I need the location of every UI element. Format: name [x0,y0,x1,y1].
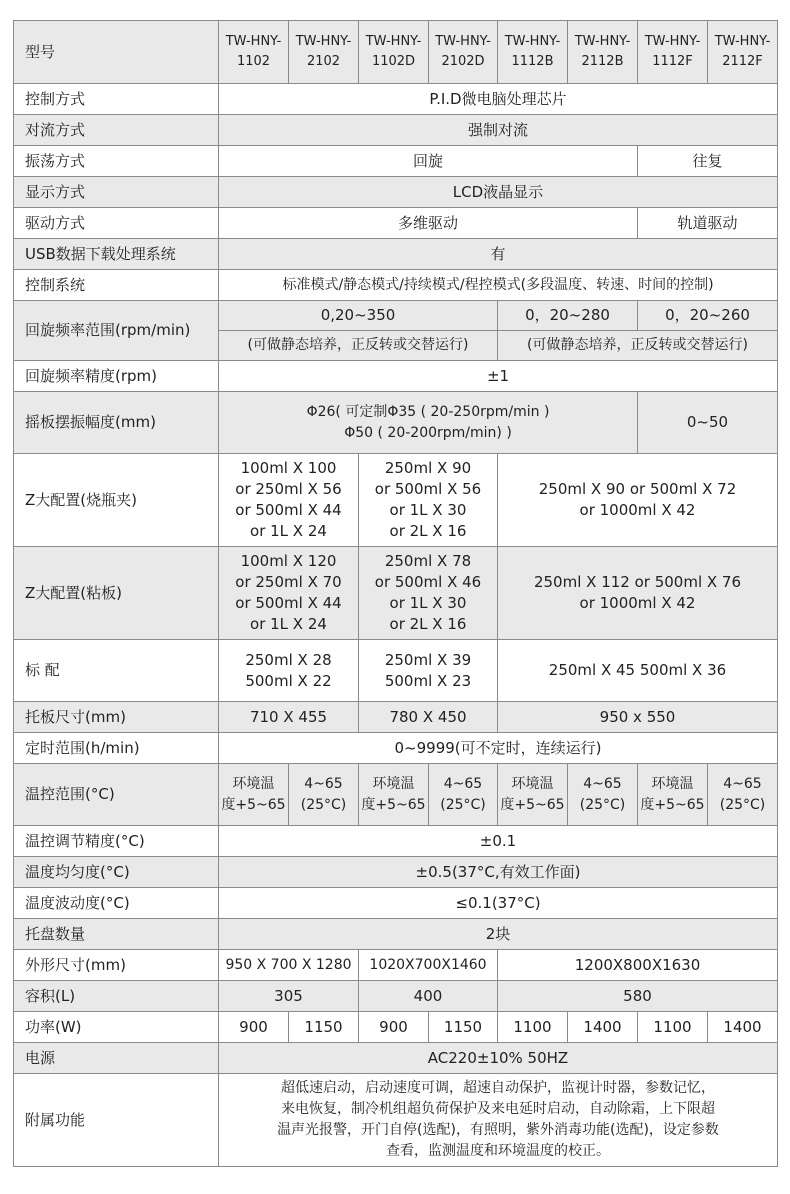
model-cell: TW-HNY-2112B [568,21,638,84]
row-drive [14,208,778,239]
value-cell [359,640,498,702]
value-cell: 1150 [289,1012,359,1043]
value-line: 度+5~65 [500,796,565,813]
value-line: or 1L X 24 [250,522,327,540]
value-cell: 1400 [708,1012,778,1043]
value-line: 250ml X 39 [384,650,472,669]
row-label: 型号 [14,21,219,84]
row-convection [14,115,778,146]
row-label: 附属功能 [14,1074,219,1167]
row-dimensions [14,950,778,981]
value-cell [219,1074,778,1167]
row-label: 摇板摆振幅度(mm) [14,392,219,454]
row-temp-uniformity [14,857,778,888]
value-cell: 250ml X 45 500ml X 36 [498,640,778,702]
value-line: 来电恢复，制冷机组超负荷保护及来电延时启动，自动除霜，上下限超 [281,1101,715,1117]
value-line: (25°C) [440,796,486,813]
row-label: 控制系统 [14,270,219,301]
row-tray-size [14,702,778,733]
value-cell: 轨道驱动 [638,208,778,239]
value-cell: (可做静态培养，正反转或交替运行) [498,331,778,361]
value-line: 度+5~65 [221,796,286,813]
row-label: 外形尺寸(mm) [14,950,219,981]
value-line: 250ml X 90 [384,459,472,477]
value-cell: 1100 [638,1012,708,1043]
value-cell [289,764,359,826]
value-line: or 500ml X 44 [235,501,342,519]
value-cell: 强制对流 [219,115,778,146]
row-volume [14,981,778,1012]
value-line: Φ50 ( 20-200rpm/min) ) [344,424,512,441]
model-cell: TW-HNY-2112F [708,21,778,84]
value-cell: (可做静态培养，正反转或交替运行) [219,331,498,361]
value-cell [708,764,778,826]
value-cell: 0~50 [638,392,778,454]
value-line: or 250ml X 56 [235,480,342,498]
value-cell: P.I.D微电脑处理芯片 [219,84,778,115]
spec-table [13,20,778,1167]
row-label: 回旋频率精度(rpm) [14,361,219,392]
row-label: 对流方式 [14,115,219,146]
value-cell: 1100 [498,1012,568,1043]
row-display [14,177,778,208]
value-cell: 1200X800X1630 [498,950,778,981]
value-line: 4~65 [723,775,762,792]
row-supply [14,1043,778,1074]
value-cell: 0~9999(可不定时，连续运行) [219,733,778,764]
value-line: 250ml X 28 [245,650,332,669]
value-cell [498,454,778,547]
value-cell: ±0.1 [219,826,778,857]
value-cell [359,454,498,547]
value-line: Φ26( 可定制Φ35 ( 20-250rpm/min ) [306,403,550,420]
value-cell [568,764,638,826]
value-cell: 900 [359,1012,429,1043]
row-max-sticky [14,547,778,640]
value-line: or 1L X 30 [389,594,467,612]
value-line: or 250ml X 70 [235,573,342,591]
row-label: 控制方式 [14,84,219,115]
value-line: 环境温 [651,775,694,792]
value-line: 500ml X 23 [384,671,472,690]
value-line: or 500ml X 46 [374,573,482,591]
row-label: 振荡方式 [14,146,219,177]
row-label: USB数据下载处理系统 [14,239,219,270]
model-cell: TW-HNY-1112F [638,21,708,84]
value-cell: 有 [219,239,778,270]
value-line: 查看，监测温度和环境温度的校正。 [386,1143,610,1159]
row-max-clamp [14,454,778,547]
value-cell: 0，20~260 [638,301,778,331]
value-cell [359,764,429,826]
value-line: 环境温 [232,775,275,792]
value-cell [219,640,359,702]
value-line: or 500ml X 44 [235,594,342,612]
row-label: 功率(W) [14,1012,219,1043]
value-cell [219,764,289,826]
value-line: or 2L X 16 [389,522,467,540]
value-cell: 往复 [638,146,778,177]
value-line: 温声光报警，开门自停(选配)，有照明，紫外消毒功能(选配)，设定参数 [277,1122,719,1138]
row-label: 标 配 [14,640,219,702]
value-line: 250ml X 112 or 500ml X 76 [533,573,742,591]
value-cell: 400 [359,981,498,1012]
value-cell: 1020X700X1460 [359,950,498,981]
row-label: 温控范围(°C) [14,764,219,826]
value-line: 超低速启动，启动速度可调，超速自动保护，监视计时器，参数记忆， [281,1080,715,1096]
value-line: or 1L X 30 [389,501,467,519]
model-cell: TW-HNY-2102D [429,21,498,84]
row-label: 托盘数量 [14,919,219,950]
row-oscillation [14,146,778,177]
row-speed-precision [14,361,778,392]
value-cell [359,547,498,640]
row-temp-precision [14,826,778,857]
value-line: 度+5~65 [640,796,705,813]
value-line: 4~65 [583,775,622,792]
value-cell: 780 X 450 [359,702,498,733]
row-label: 托板尺寸(mm) [14,702,219,733]
row-label: Z大配置(粘板) [14,547,219,640]
value-cell: ≤0.1(37°C) [219,888,778,919]
row-control-system [14,270,778,301]
row-label: 定时范围(h/min) [14,733,219,764]
row-label: 温控调节精度(°C) [14,826,219,857]
value-line: or 500ml X 56 [374,480,482,498]
value-cell: LCD液晶显示 [219,177,778,208]
value-line: 100ml X 100 [240,459,337,477]
value-line: or 1L X 24 [250,615,327,633]
row-timer [14,733,778,764]
value-line: 4~65 [443,775,483,792]
value-cell: 0，20~280 [498,301,638,331]
value-cell: 305 [219,981,359,1012]
model-cell: TW-HNY-1102 [219,21,289,84]
value-cell: ±1 [219,361,778,392]
row-temp-fluctuation [14,888,778,919]
value-line: or 2L X 16 [389,615,467,633]
value-line: 250ml X 78 [384,552,472,570]
value-cell: 580 [498,981,778,1012]
row-amplitude [14,392,778,454]
row-label: 驱动方式 [14,208,219,239]
value-line: (25°C) [300,796,347,813]
value-line: or 1000ml X 42 [579,501,696,519]
value-line: or 1000ml X 42 [579,594,696,612]
value-cell: AC220±10% 50HZ [219,1043,778,1074]
row-label: 温度均匀度(°C) [14,857,219,888]
value-line: 250ml X 90 or 500ml X 72 [538,480,737,498]
value-line: (25°C) [719,796,766,813]
row-label: 温度波动度(°C) [14,888,219,919]
value-cell: 2块 [219,919,778,950]
value-line: 500ml X 22 [245,671,332,690]
value-cell [638,764,708,826]
value-cell [429,764,498,826]
value-cell: 1400 [568,1012,638,1043]
row-label: 显示方式 [14,177,219,208]
value-cell: 900 [219,1012,289,1043]
value-cell: 1150 [429,1012,498,1043]
row-tray-count [14,919,778,950]
row-usb [14,239,778,270]
value-line: 度+5~65 [361,796,426,813]
row-speed-range [14,301,778,331]
row-accessories [14,1074,778,1167]
model-cell: TW-HNY-2102 [289,21,359,84]
value-cell: 950 X 700 X 1280 [219,950,359,981]
value-cell: 多维驱动 [219,208,638,239]
value-cell: 710 X 455 [219,702,359,733]
row-control-mode [14,84,778,115]
value-cell [498,547,778,640]
value-line: 4~65 [304,775,343,792]
value-cell: 950 x 550 [498,702,778,733]
row-model [14,21,778,84]
value-cell [219,547,359,640]
row-temp-range [14,764,778,826]
row-standard [14,640,778,702]
row-label: 回旋频率范围(rpm/min) [14,301,219,361]
value-cell: 回旋 [219,146,638,177]
value-line: 环境温 [511,775,554,792]
row-label: Z大配置(烧瓶夹) [14,454,219,547]
value-cell: 0,20~350 [219,301,498,331]
row-label: 电源 [14,1043,219,1074]
value-line: (25°C) [579,796,626,813]
row-label: 容积(L) [14,981,219,1012]
value-line: 100ml X 120 [240,552,337,570]
value-cell [498,764,568,826]
model-cell: TW-HNY-1102D [359,21,429,84]
value-cell: ±0.5(37°C,有效工作面) [219,857,778,888]
value-cell: 标准模式/静态模式/持续模式/程控模式(多段温度、转速、时间的控制) [219,270,778,301]
model-cell: TW-HNY-1112B [498,21,568,84]
value-line: 环境温 [372,775,415,792]
value-cell [219,392,638,454]
value-cell [219,454,359,547]
row-power [14,1012,778,1043]
